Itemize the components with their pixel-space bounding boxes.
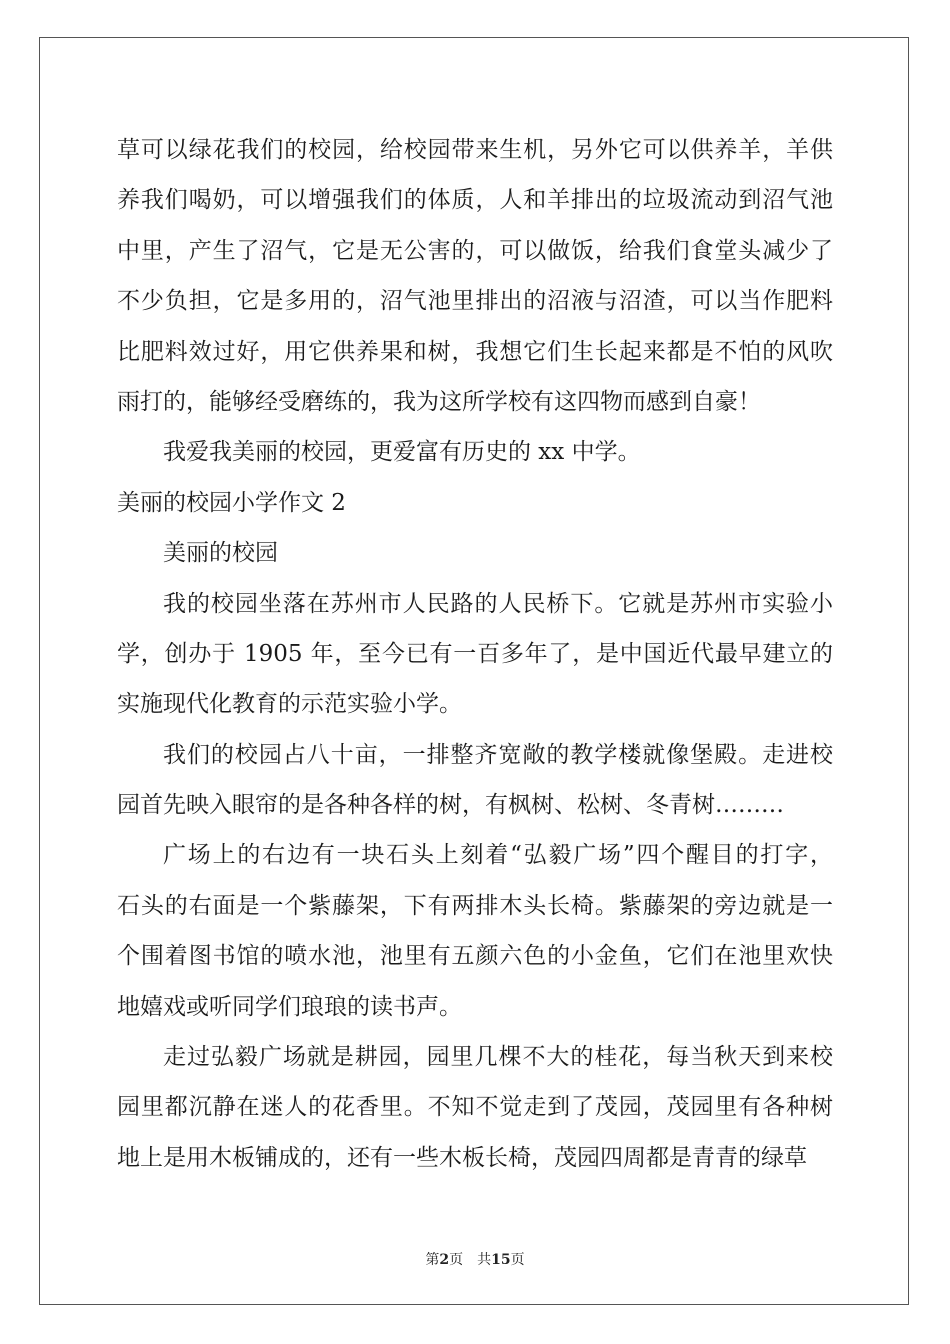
- text-line: 地上是用木板铺成的，还有一些木板长椅，茂园四周都是青青的绿草: [117, 1144, 807, 1171]
- paragraph: [117, 579, 833, 730]
- total-suffix: 页: [510, 1252, 525, 1268]
- text-line: 美丽的校园: [163, 540, 278, 567]
- text-line: 雨打的，能够经受磨练的，我为这所学校有这四物而感到自豪！: [117, 388, 761, 415]
- document-body: [117, 125, 833, 1183]
- paragraph: [117, 830, 833, 1032]
- page-footer: [0, 1249, 950, 1269]
- text-line: 学，创办于 1905 年，至今已有一百多年了，是中国近代最早建立的: [117, 640, 833, 667]
- page-suffix: 页: [449, 1252, 464, 1268]
- text-line: 地嬉戏或听同学们琅琅的读书声。: [117, 993, 462, 1020]
- text-line: 园首先映入眼帘的是各种各样的树，有枫树、松树、冬青树………: [117, 792, 784, 819]
- text-line: 我的校园坐落在苏州市人民路的人民桥下。它就是苏州市实验小: [163, 590, 833, 617]
- text-line: 走过弘毅广场就是耕园，园里几棵不大的桂花，每当秋天到来校: [163, 1044, 833, 1071]
- paragraph: [117, 730, 833, 831]
- text-line: 石头的右面是一个紫藤架，下有两排木头长椅。紫藤架的旁边就是一: [117, 892, 833, 919]
- paragraph: [117, 478, 833, 528]
- total-prefix: 共: [477, 1252, 492, 1268]
- paragraph: [117, 125, 833, 427]
- text-line: 中里，产生了沼气，它是无公害的，可以做饭，给我们食堂头减少了: [117, 237, 833, 264]
- text-line: 养我们喝奶，可以增强我们的体质，人和羊排出的垃圾流动到沼气池: [117, 187, 833, 214]
- text-line: 实施现代化教育的示范实验小学。: [117, 691, 462, 718]
- paragraph: [117, 1032, 833, 1183]
- text-line: 美丽的校园小学作文 2: [117, 489, 346, 516]
- text-line: 比肥料效过好，用它供养果和树，我想它们生长起来都是不怕的风吹: [117, 338, 833, 365]
- page-prefix: 第: [425, 1252, 440, 1268]
- text-line: 广场上的右边有一块石头上刻着“弘毅广场”四个醒目的打字，: [163, 842, 833, 869]
- text-line: 我爱我美丽的校园，更爱富有历史的 xx 中学。: [163, 439, 641, 466]
- text-line: 个围着图书馆的喷水池，池里有五颜六色的小金鱼，它们在池里欢快: [117, 943, 833, 970]
- paragraph: [117, 528, 833, 578]
- page-total: 15: [491, 1252, 511, 1268]
- page-current: 2: [439, 1252, 450, 1268]
- paragraph: [117, 427, 833, 477]
- text-line: 我们的校园占八十亩，一排整齐宽敞的教学楼就像堡殿。走进校: [163, 741, 833, 768]
- text-line: 园里都沉静在迷人的花香里。不知不觉走到了茂园，茂园里有各种树: [117, 1094, 833, 1121]
- text-line: 不少负担，它是多用的，沼气池里排出的沼液与沼渣，可以当作肥料: [117, 288, 833, 315]
- text-line: 草可以绿花我们的校园，给校园带来生机，另外它可以供养羊，羊供: [117, 137, 833, 163]
